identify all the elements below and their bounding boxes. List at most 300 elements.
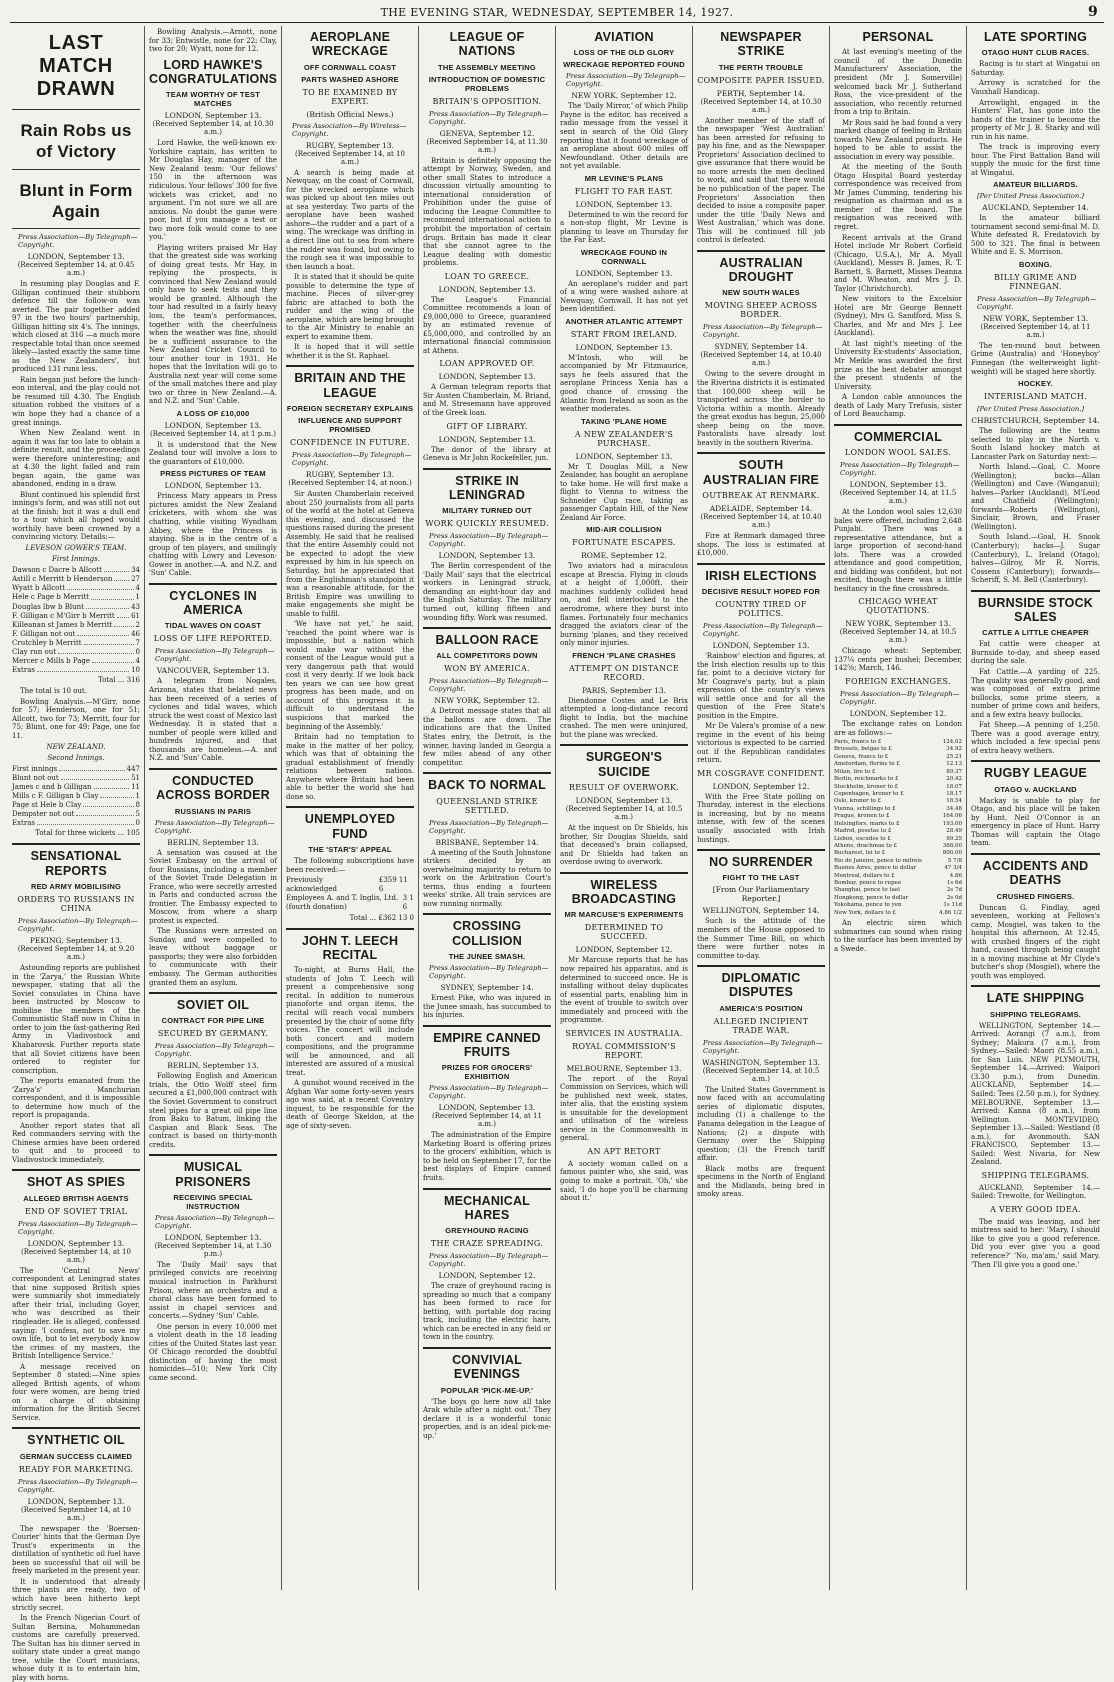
subhead: POPULAR 'PICK-ME-UP.' bbox=[440, 1385, 534, 1395]
row-value: 43 bbox=[131, 602, 140, 611]
subhead: SECURED BY GERMANY. bbox=[157, 1029, 269, 1039]
paragraph: Diendonne Costes and Le Brix attempted a long-distance record flight to India, but the machine crashed. The men were uninjured, but the plane was wrecked. bbox=[560, 696, 688, 739]
subhead: ROYAL COMMISSION'S REPORT. bbox=[572, 1041, 676, 1060]
headline: SHOT AS SPIES bbox=[27, 1175, 125, 1190]
paragraph: The administration of the Empire Marketing Board is offering prizes to the grocers' exhibition, which is to be held on September 17, for the best displays of Empire canned fruits. bbox=[423, 1131, 551, 1182]
headline: LORD HAWKE'S CONGRATULATIONS bbox=[149, 57, 278, 86]
headline: MUSICAL PRISONERS bbox=[175, 1160, 251, 1189]
subhead: MR COSGRAVE CONFIDENT. bbox=[697, 768, 825, 778]
exchange-row bbox=[834, 769, 962, 776]
leader-dots bbox=[58, 648, 133, 654]
paragraph: Two aviators had a miraculous escape at Brescia. Flying in clouds at a height of 1,000ft, their machines suddenly collided head on, and fell interlocked to the aerodrome, where they burst into flames. Fortunately four mechanics dragged the aviators clear of the burning 'planes, and they received only minor injuries. bbox=[560, 562, 688, 648]
subhead: MR MARCUSE'S EXPERIMENTS bbox=[564, 910, 684, 920]
subhead: AMERICA'S POSITION bbox=[719, 1003, 803, 1013]
headline: RUGBY LEAGUE bbox=[984, 766, 1087, 781]
paragraph: Duncan G. Findlay, aged seventeen, working at Fellows's camp, Mosgiel, was taken to the hospital this afternoon. At 12.45, with crushed fingers of the right hand, caused through being caught in a moving machine at Mr Clyde's butcher's shop (Mosgiel), where the youth was employed. bbox=[971, 903, 1100, 980]
exchange-row bbox=[834, 865, 962, 872]
dateline: RUGBY, September 13. bbox=[305, 140, 395, 150]
press-credit: Press Association—By Telegraph—Copyright. bbox=[292, 451, 412, 468]
row-label: Mills c F. Gilligan b Clay bbox=[12, 792, 99, 800]
row-value: 1 bbox=[135, 792, 140, 800]
exchange-rates-table bbox=[834, 739, 962, 917]
subhead: OTAGO HUNT CLUB RACES. bbox=[981, 48, 1090, 58]
exchange-rate: 18.54 bbox=[946, 798, 962, 805]
exchange-row bbox=[834, 806, 962, 813]
subhead: INTERISLAND MATCH. bbox=[984, 392, 1087, 402]
column-4 bbox=[419, 26, 556, 1590]
table-row bbox=[12, 630, 140, 639]
paragraph: A society woman called on a famous painter who, she said, was going to make a portrait. 'Oh,' she said, 'I do hope you'll be charming about it.' bbox=[560, 1159, 688, 1203]
exchange-rate: 4.86 bbox=[949, 872, 962, 879]
paragraph: The 'Daily Mirror,' of which Philip Payne is the editor, has received a radio message from the vessel it sent in search of the Old Glory reporting that it found wreckage of an aeroplane about 600 miles off Newfoundland. Other details are not yet available. bbox=[560, 102, 689, 171]
leader-dots bbox=[114, 575, 129, 581]
exchange-city: Bucharest, lei to £ bbox=[834, 850, 886, 857]
row-value: 4 bbox=[135, 657, 140, 666]
received-line: (Received September 14, at 10.5 a.m.) bbox=[839, 628, 957, 645]
dateline: WASHINGTON, September 13. bbox=[701, 1057, 821, 1067]
exchange-rate: 28.49 bbox=[946, 828, 962, 835]
press-credit: Press Association—By Telegraph—Copyright. bbox=[18, 1219, 138, 1236]
exchange-city: Berlin, reichmarks to £ bbox=[834, 776, 899, 783]
paragraph: In resuming play Douglas and F. Gilligan continued their stubborn defence till the follow-on was averted. The pair together added 97 in the two hours' partnership, Gilligan hitting six 4's. The innings, which closed at 316 —a much more respectable total than once seemed likely—lasted exactly the same time as the New Zealanders', but produced 131 runs less. bbox=[12, 280, 140, 374]
masthead bbox=[10, 4, 1104, 23]
exchange-rate: 368.00 bbox=[942, 842, 962, 849]
exchange-city: Hongkong, pence to dollar bbox=[834, 894, 909, 901]
press-credit: Press Association—By Telegraph—Copyright. bbox=[703, 1038, 823, 1055]
paragraph: The track is improving every hour. The First Battalion Band will supply the music for the first time at Wingatui. bbox=[971, 143, 1100, 177]
paragraph: It is stated that it should be quite possible to determine the type of machine. Pieces of silver-grey fabric are attached to both the rudder and the wing of the aeroplane, which are being brought to the Air Ministry to enable an expert to examine them. bbox=[286, 273, 414, 341]
paragraph: WELLINGTON, September 14.—Arrived: Aorangi (7 a.m.), from Sydney; Makura (7 a.m.), from Sydney.—Sailed: Maori (8.55 a.m.), for San Luis. NEW PLYMOUTH, September 14.—Arrived: Waipori (3.30 p.m.), from Dunedin. AUCKLAND, September 14.—Sailed: Tees (2.50 p.m.), for Sydney. MELBOURNE, September 13.—Arrived: Kanna (8 a.m.), from Wellington. MONTEVIDEO, September 13.—Sailed: Westland (8 a.m.), for Avonmouth. SAN FRANCISCO, September 13.—Sailed: West Nivaria, for New Zealand. bbox=[971, 1021, 1100, 1167]
subhead: A VERY GOOD IDEA. bbox=[990, 1204, 1081, 1214]
subhead: CATTLE A LITTLE CHEAPER bbox=[982, 628, 1089, 638]
paragraph: At last evening's meeting of the council of the Dunedin Manufacturers' Association, the president (Mr J. Somerville) welcomed back Mr J. Sutherland Ross, the vice-president of the association, who recently returned from a trip to Britain. bbox=[834, 48, 962, 117]
subhead: COUNTRY TIRED OF POLITICS. bbox=[715, 599, 807, 618]
exchange-rate: 1s 11d bbox=[943, 902, 962, 909]
row-label: Wyatt b Allcott bbox=[12, 584, 66, 593]
paragraph: Fat Cattle.—A yarding of 225. The quality was generally good, and was composed of extra prime bullocks, some prime steers, a number of prime cows and heifers, and a few extra heavy bullocks. bbox=[971, 667, 1100, 719]
headline: AVIATION bbox=[594, 30, 654, 44]
subhead: INTRODUCTION OF DOMESTIC PROBLEMS bbox=[428, 74, 546, 93]
table-row bbox=[286, 876, 414, 894]
received-line: (Received September 14, at 11.30 a.m.) bbox=[426, 137, 548, 154]
row-value: £359 11 6 bbox=[378, 876, 408, 894]
row-label: Killeanan st James b Merritt bbox=[12, 620, 113, 629]
table-row bbox=[12, 657, 140, 666]
subhead: THE PERTH TROUBLE bbox=[718, 62, 804, 72]
subhead: THE ASSEMBLY MEETING bbox=[438, 62, 536, 72]
row-label: Extras bbox=[12, 666, 35, 675]
exchange-row bbox=[834, 776, 962, 783]
table-row bbox=[12, 648, 140, 657]
leader-dots bbox=[117, 612, 129, 618]
dateline: LONDON, September 13. bbox=[575, 268, 673, 278]
press-credit: Press Association—By Telegraph—Copyright. bbox=[155, 1213, 275, 1230]
dateline: NEW YORK, September 12. bbox=[571, 91, 677, 101]
row-label: Clay run out bbox=[12, 647, 57, 656]
dateline: LONDON, September 13. bbox=[164, 111, 262, 121]
dateline: LONDON, September 13. bbox=[712, 640, 810, 650]
received-line: (Received September 14, at 11.5 a.m.) bbox=[839, 489, 957, 506]
received-line: (Received September 14, at 0.45 a.m.) bbox=[17, 261, 135, 277]
dateline: LONDON, September 12. bbox=[438, 1271, 536, 1281]
exchange-row bbox=[834, 850, 962, 857]
subhead: CONFIDENCE IN FUTURE. bbox=[290, 438, 410, 448]
subhead: FRENCH 'PLANE CRASHES bbox=[572, 650, 676, 660]
press-credit: Press Association—By Telegraph—Copyright. bbox=[429, 109, 549, 126]
paragraph: The 'Daily Mail' says that privileged convicts are receiving musical instruction in Parkhurst Prison, where an orchestra and a choral class have been formed to assist in chapel services and concerts.—Sydney 'Sun' Cable. bbox=[149, 1260, 277, 1321]
headline: SENSATIONAL REPORTS bbox=[30, 849, 122, 878]
paragraph: In the amateur billiard tournament second semi-final M. D. White defeated R. Fredatovich by 500 to 321. The final is between White and E. S. Morrison. bbox=[971, 214, 1100, 257]
paragraph: With the Free State polling on Thursday, interest in the elections is increasing, but by no means intense, with few of the scenes usually associated with Irish hustings. bbox=[697, 792, 825, 844]
subhead: LOAN APPROVED OF. bbox=[439, 359, 535, 369]
dateline: PERTH, September 14. bbox=[716, 88, 806, 98]
headline: CROSSING COLLISION bbox=[452, 919, 522, 948]
headline: WIRELESS BROADCASTING bbox=[571, 877, 677, 907]
headline: SYNTHETIC OIL bbox=[27, 1433, 125, 1448]
headline: NO SURRENDER bbox=[709, 855, 813, 870]
dateline: MELBOURNE, September 13. bbox=[566, 1063, 682, 1073]
subhead: RUSSIANS IN PARIS bbox=[174, 806, 252, 816]
paragraph: New visitors to the Excelsior Hotel are Mr George Bennett (Sydney), Mrs G. Sandford, Miss S. Charles, and Mr and Mrs J. Lee (Auckland). bbox=[834, 295, 962, 338]
headline: ACCIDENTS AND DEATHS bbox=[982, 858, 1089, 888]
table-row bbox=[12, 639, 140, 648]
table-row bbox=[12, 566, 140, 575]
paragraph: Following English and American trials, the Otto Wolff steel firm secured a £1,000,000 contract with the Soviet Government to construct steel pipes for a great oil pipe line from Baku to Batum, linking the Caspian and Black Seas. The contract is based on thirty-month credits. bbox=[149, 1072, 277, 1149]
table-row bbox=[12, 774, 140, 783]
subhead: GERMAN SUCCESS CLAIMED bbox=[19, 1451, 133, 1461]
paragraph: The maid was leaving, and her mistress said to her: 'Mary, I should like to give you a good reference. Did you ever give you a good reference?' 'No, ma'am,' said Mary. 'Then I'll give you a good one.' bbox=[971, 1217, 1100, 1269]
paragraph: Owing to the severe drought in the Riverina districts it is estimated that 100,000 sheep will be transported across the border to Victoria within a month. Already the great exodus has begun, 25,000 sheep being on the move. Pastoralists have already lost heavily in the southern Riverina. bbox=[697, 370, 825, 447]
received-line: (Received September 14, at 11 a.m.) bbox=[980, 322, 1091, 339]
exchange-city: Amsterdam, florins to £ bbox=[834, 761, 900, 768]
exchange-city: Paris, francs to £ bbox=[834, 739, 882, 746]
subhead: PRESS PICTURES OF TEAM bbox=[160, 469, 266, 479]
exchange-row bbox=[834, 739, 962, 746]
subhead: LOSS OF LIFE REPORTED. bbox=[153, 634, 273, 644]
table-row bbox=[12, 621, 140, 630]
exchange-rate: 124.02 bbox=[942, 739, 962, 746]
row-value: 3 1 6 bbox=[402, 894, 414, 912]
dateline: NEW YORK, September 12. bbox=[434, 696, 540, 706]
row-label: F. Gilligan not out bbox=[12, 629, 76, 638]
exchange-rate: 4.86 1/2 bbox=[939, 909, 962, 916]
received-line: (Received September 14, at 10 a.m.) bbox=[21, 1505, 131, 1522]
paragraph: Mr T. Douglas Mill, a New Zealander, has bought an aeroplane to take home. He will first make a flight to Vienna to witness the Schneider Cup race, taking as passenger Captain Hill, of the New Zealand Air Force. bbox=[560, 462, 688, 522]
paragraph: Such is the attitude of the members of the House opposed to the Summer Time Bill, on which there were further notes in committee to-day. bbox=[697, 917, 825, 960]
subhead: MR LEVINE'S PLANS bbox=[584, 173, 664, 183]
received-line: (Received September 14, at 10.40 a.m.) bbox=[700, 513, 822, 529]
row-value: 51 bbox=[131, 773, 140, 782]
paragraph: Astounding reports are published in the 'Zarya,' the Russian White newspaper, stating that all the Soviet consulates in China have been instructed by Moscow to mobilise the members of the Communistic Staff now in China in order to join the fast-gathering Red Army in Vladivostock and Khabarovsk. Further reports state that all Soviet citizens have been ordered to register for conscription. bbox=[12, 964, 140, 1075]
row-label: Blunt not out bbox=[12, 773, 59, 782]
paragraph: M'Intosh, who will be accompanied by Mr Fitzmaurice, says he feels assured that the aeroplane Princess Xenia has a good chance of crossing the Atlantic from Ireland as soon as the weather moderates. bbox=[560, 353, 688, 414]
row-value: 27 bbox=[131, 575, 140, 584]
exchange-city: Bombay, pence to rupee bbox=[834, 880, 902, 887]
paragraph: Arrowy is scratched for the Vauxhall Handicap. bbox=[971, 79, 1100, 96]
exchange-city: Athens, drachmae to £ bbox=[834, 842, 898, 849]
exchange-city: Buenos Aires, pence to dollar bbox=[834, 865, 917, 872]
column-3 bbox=[282, 26, 419, 1590]
paragraph: Sir Austen Chamberlain received about 250 journalists from all parts of the world at the hotel at Geneva this evening, and discussed the questions raised during the present Assembly. He said that he realised that the entire Assembly could not be expected to adopt the view expressed by him in his speech on Saturday, but he appreciated that from the Englishman's standpoint it was a reasonable attitude, for the British Empire was unwilling to make engagements she might be unable to fulfil. bbox=[286, 490, 414, 618]
paragraph: The newspaper the 'Boersen-Courier' hints that the German Dye Trust's experiments in the distillation of synthetic oil fuel have been so successful that oil will be freely marketed in the present year. bbox=[12, 1524, 140, 1576]
dateline: BRISBANE, September 14. bbox=[435, 837, 539, 847]
received-line: (Received September 14, at 1.30 p.m.) bbox=[154, 1241, 272, 1258]
subhead: RED ARMY MOBILISING bbox=[30, 882, 122, 892]
paragraph: The report of the Royal Commission on Services, which will be published next week, states, inter alia, that the existing system is unsuitable for the development and utilisation of the wireless service in the Commonwealth in general. bbox=[560, 1074, 688, 1143]
leader-dots bbox=[84, 639, 134, 645]
dateline: VANCOUVER, September 13. bbox=[156, 666, 270, 676]
exchange-rate: 20.42 bbox=[946, 776, 962, 783]
paragraph: The following subscriptions have been received:— bbox=[286, 857, 414, 874]
exchange-city: Vienna, schillings to £ bbox=[834, 805, 896, 812]
headline: BURNSIDE STOCK SALES bbox=[977, 595, 1094, 624]
leader-dots bbox=[77, 630, 129, 636]
paragraph: The Berlin correspondent of the 'Daily Mail' says that the electrical workers in Leningrad struck, demanding an eight-hour day and the English Saturday. The military turned out, killing fifteen and wounding fifty. Work was resumed. bbox=[423, 562, 551, 622]
row-value: 34 bbox=[131, 566, 140, 575]
table-row bbox=[12, 810, 140, 819]
official-note: (British Official News.) bbox=[306, 109, 394, 119]
dateline: LONDON, September 12. bbox=[575, 945, 673, 955]
exchange-rate: 164.06 bbox=[942, 813, 962, 820]
dateline: WELLINGTON, September 14. bbox=[702, 906, 820, 916]
exchange-row bbox=[834, 873, 962, 880]
paragraph: The total is 10 out. bbox=[20, 687, 87, 696]
paragraph: 'Rainbow' election and figures, at the Irish election results up to this far, point to a decisive victory for Mr Cosgrave's party, but a plain expression of the country's views will settle once and for all the question of the Free State's position in the Empire. bbox=[697, 651, 825, 720]
subhead: ALL COMPETITORS DOWN bbox=[436, 651, 538, 661]
dateline: LONDON, September 12. bbox=[849, 708, 947, 718]
subhead: A LOSS OF £10,000 bbox=[176, 408, 250, 418]
press-credit: Press Association—By Telegraph—Copyright. bbox=[429, 818, 549, 835]
scorecard-new-zealand bbox=[12, 743, 140, 839]
page-number: 9 bbox=[1087, 4, 1098, 20]
received-line: (Received September 14, at 10.5 a.m.) bbox=[702, 1066, 820, 1083]
dateline: ADELAIDE, September 14. bbox=[709, 504, 813, 513]
paragraph: The ten-round bout between Grime (Australia) and 'Honeyboy' Finnegan (the welterweight light-weight) will be staged here shortly. bbox=[971, 341, 1100, 376]
received-line: (Received September 14, at 10.30 a.m.) bbox=[152, 120, 274, 137]
subhead: END OF SOVIET TRIAL bbox=[24, 1206, 128, 1216]
paragraph: Fat cattle were cheaper at Burnside to-day, and sheep eased during the sale. bbox=[971, 640, 1100, 666]
exchange-rate: 25.21 bbox=[946, 753, 962, 760]
row-label: Employees A. and T. Inglis, Ltd. (fourth donation) bbox=[286, 894, 399, 912]
column-8 bbox=[967, 26, 1104, 1590]
paragraph: It is hoped that it will settle whether it is the St. Raphael. bbox=[286, 343, 414, 360]
dateline: LONDON, September 13. bbox=[438, 284, 536, 294]
subhead: OFF CORNWALL COAST bbox=[303, 62, 397, 72]
leader-dots bbox=[37, 666, 129, 672]
exchange-row bbox=[834, 791, 962, 798]
leader-dots bbox=[61, 774, 129, 780]
press-credit: Press Association—By Telegraph—Copyright. bbox=[703, 323, 823, 340]
exchange-row bbox=[834, 895, 962, 902]
row-label: Douglas lbw b Blunt bbox=[12, 602, 84, 611]
paragraph: Recent arrivals at the Grand Hotel include Mr Robert Corfield (Chicago, U.S.A.), Mr A. Myall (Auckland), Messrs B. James, R. T. Barnett, S. Barnett, Misses Deanna and M. Wheaton, and Mrs J. D. Taylor (Christchurch). bbox=[834, 233, 962, 293]
exchange-city: Brussels, belgas to £ bbox=[834, 746, 892, 753]
press-credit: Press Association—By Telegraph—Copyright. bbox=[566, 72, 686, 89]
exchange-row bbox=[834, 858, 962, 865]
exchange-rate: 47 3/4 bbox=[944, 865, 962, 872]
paragraph: Playing writers praised Mr Hay that the greatest side was working of doing great tests. Mr Hay, in replying the prospects, is convinced that New Zealand would only have to seek tests and they would be granted. Although the tour had resulted in a fairly heavy loss, the team's performances, together with the cheerfulness when the weather was fine, should be a sufficient assurance to the New Zealand Cricket Council to tour another tour in 1931. He hopes that the Invitation will go to Australia next year will come some of the small matches there and play two or three in New Zealand.—A. and N.Z. and 'Sun' Cable. bbox=[149, 243, 277, 406]
row-label: Page st Hele b Clay bbox=[12, 801, 82, 810]
exchange-city: Stockholm, kroner to £ bbox=[834, 783, 899, 790]
row-value: 0 bbox=[135, 819, 140, 828]
subhead: OUTBREAK AT RENMARK. bbox=[702, 491, 820, 500]
subhead: CONTRACT FOR PIPE LINE bbox=[161, 1016, 265, 1026]
headline: AEROPLANE WRECKAGE bbox=[309, 30, 391, 59]
press-credit: [Per United Press Association.] bbox=[977, 405, 1085, 414]
headline: STRIKE IN LENINGRAD bbox=[448, 473, 526, 502]
exchange-city: Helsingfors, marks to £ bbox=[834, 820, 900, 827]
subhead: AMATEUR BILLIARDS. bbox=[993, 180, 1078, 190]
exchange-rate: 800.00 bbox=[942, 850, 962, 857]
subhead: LOAN TO GREECE. bbox=[444, 271, 530, 281]
exchange-city: Prague, kronen to £ bbox=[834, 813, 890, 820]
leader-dots bbox=[59, 765, 124, 771]
paragraph: The Russians were arrested on Sunday, and were compelled to leave without baggage or passports; they were also forbidden to communicate with their embassy. The German authorities granted them an asylum. bbox=[149, 927, 277, 987]
subhead: READY FOR MARKETING. bbox=[18, 1464, 134, 1474]
row-label: Dempster not out bbox=[12, 810, 75, 819]
paragraph: A gunshot wound received in the Afghan War some forty-seven years ago was said, at a recent Coventry inquest, to be responsible for the death of George Skeldon, at the age of sixty-seven. bbox=[286, 1079, 414, 1130]
table-row bbox=[12, 801, 140, 810]
headline: SOVIET OIL bbox=[176, 998, 250, 1013]
row-value: 5 bbox=[135, 810, 140, 819]
paragraph: A sensation was caused at the Soviet Embassy on the arrival of four Russians, including a member of the Soviet Trade Delegation in France, who were secretly arrested in Paris and conducted across the frontier. The Embassy expected to Moscow, from where a sharp protest is expected. bbox=[149, 848, 277, 925]
dateline: AUCKLAND, September 14. bbox=[982, 203, 1089, 213]
paragraph: The craze of greyhound racing is spreading so much that a company has been formed to race for betting, with portable dog racing track, including the electric hare, which can be erected in any field or town in the country. bbox=[423, 1282, 551, 1342]
received-line: (Received September 14, at 10.40 a.m.) bbox=[700, 351, 822, 368]
dateline: LONDON, September 12. bbox=[712, 781, 810, 791]
subhead: RESULT OF OVERWORK. bbox=[568, 783, 680, 793]
subhead: FLIGHT TO FAR EAST. bbox=[574, 186, 674, 196]
subhead: HOCKEY. bbox=[1018, 379, 1053, 389]
table-row bbox=[12, 783, 140, 792]
dateline: LONDON, September 13. bbox=[164, 1232, 262, 1242]
headline: DIPLOMATIC DISPUTES bbox=[721, 971, 801, 1000]
headline: SOUTH AUSTRALIAN FIRE bbox=[702, 458, 820, 487]
row-value: 11 bbox=[131, 782, 140, 791]
subhead: FORTUNATE ESCAPES. bbox=[572, 538, 676, 548]
paragraph: At the meeting of the South Otago Hospital Board yesterday correspondence was received from Mr James Cumming, tendering his resignation as chairman and as a member of the board. The resignation was received with regret. bbox=[834, 163, 962, 231]
exchange-rate: 34.92 bbox=[946, 746, 962, 753]
press-credit: Press Association—By Telegraph—Copyright. bbox=[429, 677, 549, 694]
exchange-row bbox=[834, 880, 962, 887]
paragraph: A meeting of the South Johnstone strikers decided by an overwhelming majority to return to work on the Arbitration Court's terms, thus ending a fourteen weeks' strike. All train services are now running normally. bbox=[423, 848, 551, 908]
subhead: OTAGO v. AUCKLAND bbox=[994, 784, 1077, 794]
subhead: QUEENSLAND STRIKE SETTLED. bbox=[436, 796, 538, 815]
paragraph: Arrowlight, engaged in the Hunters' Flat, has gone into the hands of the trainer to become the property of Mr J. B. Starky and will run in his name. bbox=[971, 98, 1100, 141]
paragraph: Mr Ross said he had found a very marked change of feeling in Britain towards New Zealand products. He hoped to be able to assist the association in every way possible. bbox=[834, 118, 962, 161]
paragraph: Chicago wheat: September, 137¼ cents per bushel; December, 142⅝; March, 146. bbox=[834, 647, 962, 673]
official-note: [From Our Parliamentary Reporter.] bbox=[712, 885, 810, 904]
press-credit: Press Association—By Telegraph—Copyright. bbox=[18, 233, 138, 249]
row-label: Mercer c Mills b Page bbox=[12, 657, 91, 666]
table-row bbox=[12, 792, 140, 801]
subscriptions-table bbox=[286, 876, 414, 922]
exchange-rate: 193.00 bbox=[942, 820, 962, 827]
subhead: WRECKAGE FOUND IN CORNWALL bbox=[580, 247, 668, 266]
leader-dots bbox=[91, 593, 134, 599]
column-1 bbox=[8, 26, 145, 1682]
exchange-city: Rio de Janeiro, pence to milreis bbox=[834, 857, 922, 864]
column-6 bbox=[693, 26, 830, 1590]
paragraph: To-night, at Burns Hall, the students of John T. Leech will present a comprehensive song recital. In addition to numerous pianoforte and organ items, the recital will reach vocal numbers presented by the choir of some fifty voices. The concert will include both concert and modern compositions, and the programme will be announced, and all interested are assured of a musical treat. bbox=[286, 966, 414, 1077]
subhead: ALLEGED INCIPIENT TRADE WAR. bbox=[713, 1016, 809, 1035]
press-credit: Press Association—By Telegraph—Copyright. bbox=[429, 532, 549, 549]
paragraph: Another report states that all Red commanders serving with the Chinese armies have been ordered to quit and to proceed to Vladivostock immediately. bbox=[12, 1121, 140, 1164]
subhead: TO BE EXAMINED BY EXPERT. bbox=[302, 87, 398, 106]
leader-dots bbox=[92, 657, 133, 663]
exchange-rate: 2s 7d bbox=[946, 887, 962, 894]
subhead: START FROM IRELAND. bbox=[570, 329, 678, 339]
exchange-rate: 12.13 bbox=[946, 761, 962, 768]
paragraph: The reports emanated from the 'Zarya's' Manchurian correspondent, and it is impossible to determine how much of the report is propaganda. bbox=[12, 1077, 140, 1120]
dateline: LONDON, September 13. bbox=[575, 451, 673, 461]
exchange-rate: 18.07 bbox=[946, 783, 962, 790]
subhead: MILITARY TURNED OUT bbox=[442, 506, 532, 516]
subhead: RECEIVING SPECIAL INSTRUCTION bbox=[173, 1192, 253, 1211]
exchange-row bbox=[834, 784, 962, 791]
deck-blunt: Blunt in Form Again bbox=[19, 180, 133, 221]
received-line: (Received September 14, at 10.30 a.m.) bbox=[700, 97, 822, 114]
paragraph: Blunt continued his splendid first innings's form, and was still not out at the finish; but it was a dull end to a tour which all hoped would worthily have been crowned by a convincing victory. Details:— bbox=[12, 490, 140, 542]
paragraph: A London cable announces the death of Lady Mary Trefusis, sister of Lord Beauchamp. bbox=[834, 393, 962, 419]
exchange-rate: 34.48 bbox=[946, 805, 962, 812]
dateline: GENEVA, September 12. bbox=[439, 128, 535, 138]
paragraph: South Island.—Goal, H. Snook (Canterbury); backs—J. Sugar (Canterbury), L. Ireland (Otago); halves—Gilroy, Mr R. Norris, Cossens (Canterbury); forwards—Scheriff, S. M. Bell (Canterbury). bbox=[971, 533, 1100, 585]
exchange-city: Copenhagen, kroner to £ bbox=[834, 790, 904, 797]
press-credit: Press Association—By Telegraph—Copyright. bbox=[429, 1252, 549, 1269]
row-label: F. Gilligan c M'Girr b Merritt bbox=[12, 611, 115, 620]
exchange-rate: 18.17 bbox=[946, 790, 962, 797]
subhead: FIGHT TO THE LAST bbox=[722, 873, 800, 883]
headline: COMMERCIAL bbox=[853, 429, 943, 444]
exchange-city: Lisbon, escudos to £ bbox=[834, 835, 891, 842]
subhead: CRUSHED FINGERS. bbox=[996, 891, 1075, 901]
headline: BACK TO NORMAL bbox=[428, 778, 546, 793]
exchange-city: Milan, lire to £ bbox=[834, 768, 876, 775]
subhead: TEAM WORTHY OF TEST MATCHES bbox=[165, 90, 261, 109]
table-row bbox=[12, 575, 140, 584]
leader-dots bbox=[76, 810, 133, 816]
paragraph: A German telegram reports that Sir Austen Chamberlain, M. Briand, and M. Stresemann have approved of the Greek loan. bbox=[423, 383, 551, 417]
paragraph: An electric siren which submarines can sound when rising to the surface has been invented by a Swede. bbox=[834, 919, 962, 953]
paragraph: 'The boys go here now all take Arak while after a night out.' They declare it is a wonderful tonic properties, and is an ideal pick-me-up.' bbox=[423, 1397, 551, 1440]
row-label: First innings bbox=[12, 764, 58, 773]
headline: CONVIVIAL EVENINGS bbox=[452, 1352, 522, 1382]
row-label: Hele c Page b Merritt bbox=[12, 593, 89, 602]
headline: JOHN T. LEECH RECITAL bbox=[301, 933, 399, 962]
headline: LEAGUE OF NATIONS bbox=[449, 30, 525, 59]
row-value: 10 bbox=[131, 666, 140, 675]
subhead: PARTS WASHED ASHORE bbox=[301, 74, 399, 84]
row-value: 0 bbox=[135, 647, 140, 656]
dateline: SYDNEY, September 14. bbox=[714, 342, 808, 352]
dateline: LONDON, September 13. bbox=[438, 1103, 536, 1113]
exchange-row bbox=[834, 798, 962, 805]
exchange-row bbox=[834, 754, 962, 761]
innings-heading: Second Innings. bbox=[47, 753, 105, 762]
exchange-row bbox=[834, 813, 962, 820]
dateline: LONDON, September 13. bbox=[575, 199, 673, 209]
received-line: (Received September 14, at 10.5 a.m.) bbox=[565, 805, 683, 822]
dateline: LONDON, September 13. bbox=[27, 1238, 125, 1248]
subhead: ORDERS TO RUSSIANS IN CHINA bbox=[17, 895, 135, 914]
dateline: PEKING, September 13. bbox=[29, 936, 123, 946]
row-label: Crutchley b Merritt bbox=[12, 638, 82, 647]
table-row bbox=[12, 593, 140, 602]
exchange-row bbox=[834, 828, 962, 835]
headline-last-match-drawn: LAST MATCH DRAWN bbox=[36, 32, 116, 100]
row-value: 7 bbox=[135, 638, 140, 647]
